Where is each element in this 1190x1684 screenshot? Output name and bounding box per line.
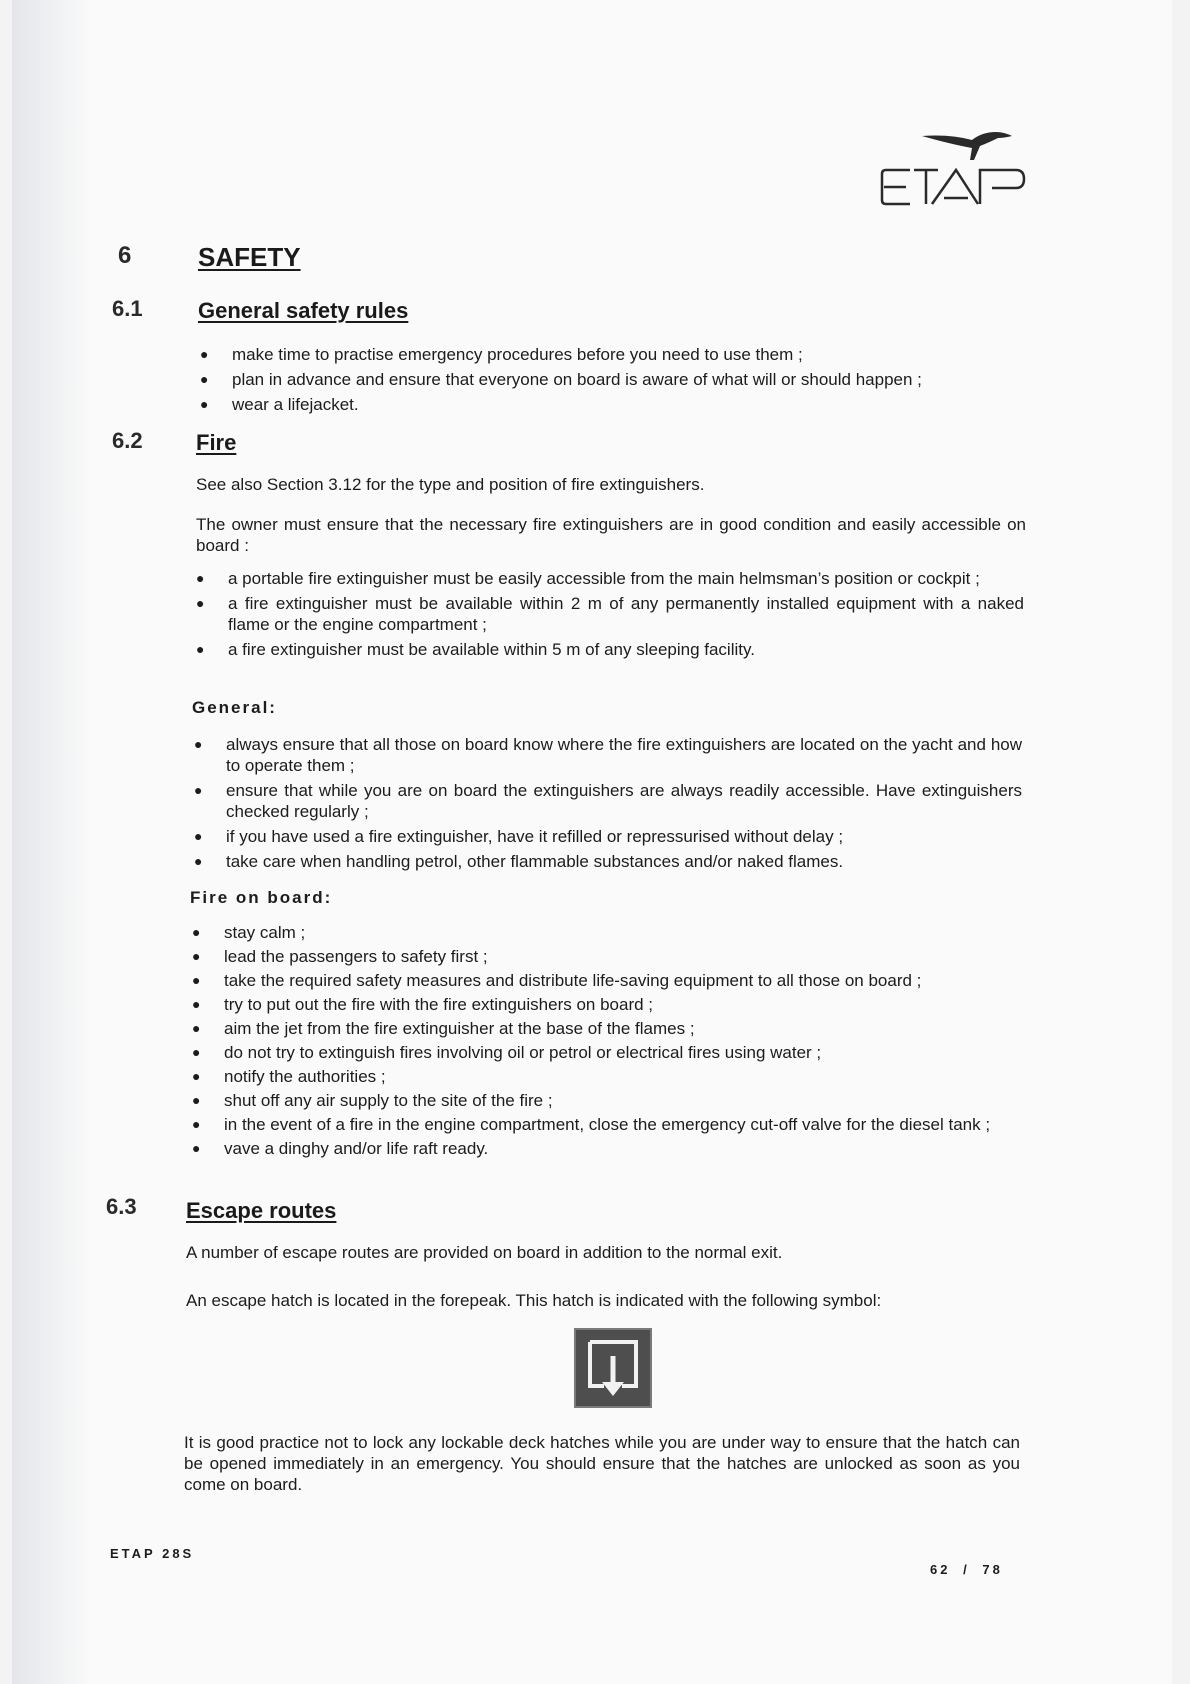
bullet-icon: ● [192, 1068, 201, 1084]
bullet-icon: ● [192, 972, 201, 988]
list-item: ● lead the passengers to safety first ; [192, 947, 488, 966]
list-item: ● stay calm ; [192, 923, 306, 942]
list-item: ● take the required safety measures and distribute life-saving equipment to all those on board ; [192, 971, 922, 990]
bullet-list [190, 922, 1020, 1162]
list-item: ● ensure that while you are on board the extinguishers are always readily accessible. Have extinguishers checked regularly ; [194, 781, 1022, 821]
bullet-icon: ● [194, 828, 203, 844]
list-item: ● try to put out the fire with the fire extinguishers on board ; [192, 995, 654, 1014]
bullet-icon: ● [192, 1020, 201, 1036]
paragraph: The owner must ensure that the necessary fire extinguishers are in good condition and easily accessible on board : [196, 515, 1026, 555]
bullet-icon: ● [196, 570, 205, 586]
list-item: ● take care when handling petrol, other flammable substances and/or naked flames. [194, 852, 844, 871]
section-title: Fire [196, 430, 237, 455]
section-title: SAFETY [198, 242, 301, 272]
bullet-icon: ● [194, 736, 203, 752]
list-item: ● wear a lifejacket. [200, 395, 359, 414]
bullet-icon: ● [196, 641, 205, 657]
list-item: ● always ensure that all those on board know where the fire extinguishers are located on the yacht and how to operate them ; [194, 735, 1022, 775]
page-separator: / [963, 1562, 970, 1577]
escape-hatch-icon [576, 1330, 650, 1406]
subheading: Fire on board: [190, 888, 333, 907]
bullet-icon: ● [192, 1044, 201, 1060]
bullet-icon: ● [192, 996, 201, 1012]
bullet-list [192, 734, 1022, 876]
section-title: General safety rules [198, 298, 409, 323]
bullet-icon: ● [196, 595, 205, 611]
bullet-icon: ● [200, 346, 209, 362]
subheading: General: [192, 698, 277, 717]
document-page [12, 0, 1172, 1684]
paragraph: A number of escape routes are provided on board in addition to the normal exit. [186, 1243, 783, 1262]
bullet-icon: ● [192, 1092, 201, 1108]
footer-model: ETAP 28S [110, 1546, 195, 1561]
list-item: ● make time to practise emergency procedures before you need to use them ; [200, 345, 803, 364]
section-number: 6 [118, 242, 132, 269]
section-number: 6.1 [112, 296, 143, 321]
list-item: ● plan in advance and ensure that everyone on board is aware of what will or should happen ; [200, 370, 922, 389]
list-item: ● aim the jet from the fire extinguisher at the base of the flames ; [192, 1019, 695, 1038]
etap-logo [880, 128, 1040, 218]
list-item: ● if you have used a fire extinguisher, have it refilled or repressurised without delay ; [194, 827, 844, 846]
bird-logo-icon [920, 128, 1020, 168]
page-number [930, 1562, 1003, 1577]
etap-wordmark [880, 164, 1030, 210]
bullet-icon: ● [200, 396, 209, 412]
bullet-icon: ● [192, 1116, 201, 1132]
scan-shadow [12, 0, 92, 1684]
paragraph: See also Section 3.12 for the type and position of fire extinguishers. [196, 475, 705, 494]
list-item: ● a fire extinguisher must be available within 2 m of any permanently installed equipment with a naked flame or the engine compartment ; [196, 594, 1024, 634]
section-number: 6.2 [112, 428, 143, 453]
bullet-icon: ● [200, 371, 209, 387]
bullet-icon: ● [194, 782, 203, 798]
list-item: ● vave a dinghy and/or life raft ready. [192, 1139, 489, 1158]
section-number: 6.3 [106, 1194, 137, 1219]
list-item: ● a fire extinguisher must be available within 5 m of any sleeping facility. [196, 640, 755, 659]
bullet-list [198, 344, 1028, 419]
paragraph: It is good practice not to lock any lockable deck hatches while you are under way to ensure that the hatch can be opened immediately in an emergency. You should ensure that the hatches are unlocked as soon as you come on board. [184, 1433, 1020, 1494]
paragraph: An escape hatch is located in the forepeak. This hatch is indicated with the following symbol: [186, 1291, 882, 1310]
current-page: 62 [930, 1562, 951, 1577]
bullet-icon: ● [192, 924, 201, 940]
bullet-icon: ● [192, 948, 201, 964]
total-pages: 78 [982, 1562, 1003, 1577]
list-item: ● a portable fire extinguisher must be easily accessible from the main helmsman’s position or cockpit ; [196, 569, 980, 588]
bullet-icon: ● [194, 853, 203, 869]
bullet-icon: ● [192, 1140, 201, 1156]
list-item: ● do not try to extinguish fires involving oil or petrol or electrical fires using water ; [192, 1043, 822, 1062]
bullet-list [194, 568, 1024, 664]
list-item: ● in the event of a fire in the engine compartment, close the emergency cut-off valve for the diesel tank ; [192, 1115, 991, 1134]
list-item: ● shut off any air supply to the site of the fire ; [192, 1091, 553, 1110]
escape-hatch-symbol [574, 1328, 652, 1408]
list-item: ● notify the authorities ; [192, 1067, 386, 1086]
section-title: Escape routes [186, 1198, 337, 1223]
